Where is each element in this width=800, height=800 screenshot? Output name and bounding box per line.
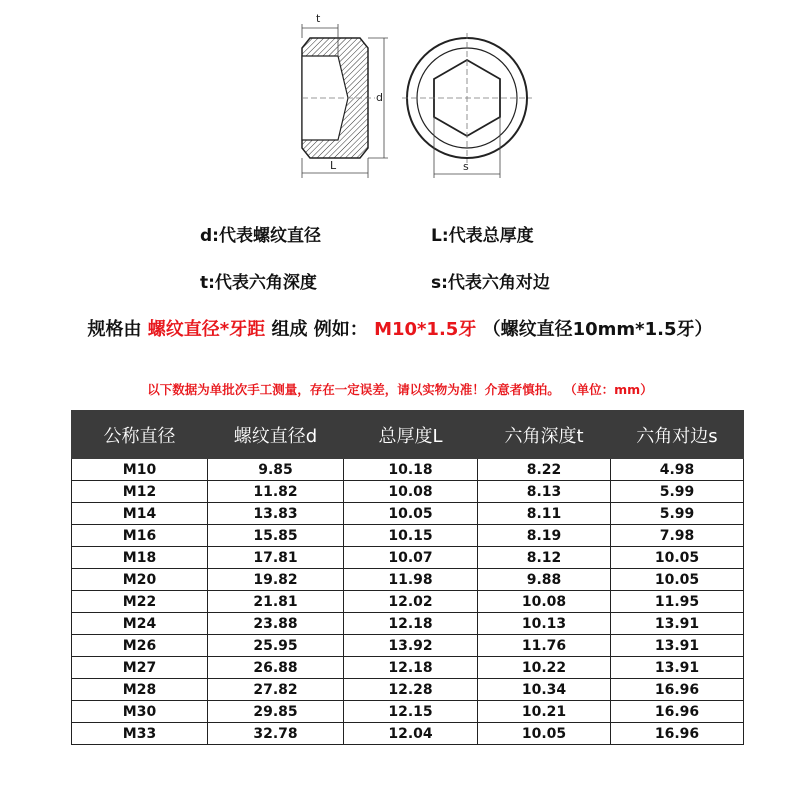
spec-explanation bbox=[0, 315, 800, 341]
table-cell: 10.08 bbox=[344, 481, 478, 503]
table-cell: 4.98 bbox=[611, 459, 744, 481]
table-cell: 10.18 bbox=[344, 459, 478, 481]
d-label: d bbox=[376, 91, 383, 104]
table-row bbox=[72, 657, 744, 679]
table-row bbox=[72, 723, 744, 745]
table-row bbox=[72, 701, 744, 723]
table-row bbox=[72, 503, 744, 525]
legend-L: L:代表总厚度 bbox=[431, 226, 534, 246]
table-header-row bbox=[72, 411, 744, 459]
spec-highlight-example: M10*1.5牙 bbox=[374, 319, 477, 340]
table-cell: 26.88 bbox=[208, 657, 344, 679]
table-cell: 9.85 bbox=[208, 459, 344, 481]
table-row bbox=[72, 525, 744, 547]
table-cell: 12.04 bbox=[344, 723, 478, 745]
legend-s: s:代表六角对边 bbox=[431, 273, 550, 293]
table-cell: 8.19 bbox=[478, 525, 611, 547]
table-cell: M10 bbox=[72, 459, 208, 481]
header-total-thickness: 总厚度L bbox=[344, 411, 478, 459]
table-cell: 16.96 bbox=[611, 701, 744, 723]
table-cell: M22 bbox=[72, 591, 208, 613]
spec-highlight-format: 螺纹直径*牙距 bbox=[147, 319, 266, 340]
table-cell: 12.02 bbox=[344, 591, 478, 613]
table-cell: 8.13 bbox=[478, 481, 611, 503]
table-cell: 12.18 bbox=[344, 657, 478, 679]
table-cell: 16.96 bbox=[611, 679, 744, 701]
table-cell: 19.82 bbox=[208, 569, 344, 591]
table-cell: M20 bbox=[72, 569, 208, 591]
table-row bbox=[72, 459, 744, 481]
table-row bbox=[72, 613, 744, 635]
table-cell: 13.92 bbox=[344, 635, 478, 657]
table-cell: M12 bbox=[72, 481, 208, 503]
table-cell: 8.11 bbox=[478, 503, 611, 525]
table-cell: 10.05 bbox=[478, 723, 611, 745]
table-cell: 16.96 bbox=[611, 723, 744, 745]
table-cell: 10.07 bbox=[344, 547, 478, 569]
t-label: t bbox=[316, 12, 321, 25]
table-cell: 12.18 bbox=[344, 613, 478, 635]
table-cell: 10.05 bbox=[344, 503, 478, 525]
table-cell: M16 bbox=[72, 525, 208, 547]
table-cell: 5.99 bbox=[611, 481, 744, 503]
table-cell: M14 bbox=[72, 503, 208, 525]
table-cell: 10.15 bbox=[344, 525, 478, 547]
table-cell: 13.91 bbox=[611, 613, 744, 635]
legend-d: d:代表螺纹直径 bbox=[200, 226, 321, 246]
table-row bbox=[72, 547, 744, 569]
table-row bbox=[72, 481, 744, 503]
table-cell: 13.91 bbox=[611, 657, 744, 679]
L-label: L bbox=[330, 159, 337, 172]
table-cell: 10.21 bbox=[478, 701, 611, 723]
table-cell: 7.98 bbox=[611, 525, 744, 547]
table-cell: M26 bbox=[72, 635, 208, 657]
table-cell: 11.98 bbox=[344, 569, 478, 591]
table-cell: 27.82 bbox=[208, 679, 344, 701]
table-cell: 9.88 bbox=[478, 569, 611, 591]
header-hex-across-flats: 六角对边s bbox=[611, 411, 744, 459]
table-cell: 13.83 bbox=[208, 503, 344, 525]
side-section-view bbox=[302, 12, 388, 178]
spec-prefix: 规格由 bbox=[87, 319, 142, 340]
table-cell: 10.08 bbox=[478, 591, 611, 613]
table-cell: M24 bbox=[72, 613, 208, 635]
table-cell: 11.76 bbox=[478, 635, 611, 657]
table-cell: 25.95 bbox=[208, 635, 344, 657]
table-cell: 10.13 bbox=[478, 613, 611, 635]
table-cell: M30 bbox=[72, 701, 208, 723]
table-cell: 8.12 bbox=[478, 547, 611, 569]
plug-technical-drawing bbox=[280, 8, 540, 183]
table-cell: M28 bbox=[72, 679, 208, 701]
table-cell: 29.85 bbox=[208, 701, 344, 723]
table-row bbox=[72, 591, 744, 613]
header-nominal-diameter: 公称直径 bbox=[72, 411, 208, 459]
table-cell: 21.81 bbox=[208, 591, 344, 613]
table-cell: M27 bbox=[72, 657, 208, 679]
table-cell: 12.28 bbox=[344, 679, 478, 701]
table-cell: M33 bbox=[72, 723, 208, 745]
table-cell: 13.91 bbox=[611, 635, 744, 657]
table-cell: 10.22 bbox=[478, 657, 611, 679]
table-cell: 17.81 bbox=[208, 547, 344, 569]
table-cell: 10.34 bbox=[478, 679, 611, 701]
table-cell: 11.82 bbox=[208, 481, 344, 503]
table-cell: 11.95 bbox=[611, 591, 744, 613]
table-cell: 5.99 bbox=[611, 503, 744, 525]
table-row bbox=[72, 569, 744, 591]
spec-table bbox=[71, 410, 744, 745]
table-cell: M18 bbox=[72, 547, 208, 569]
table-cell: 23.88 bbox=[208, 613, 344, 635]
table-cell: 10.05 bbox=[611, 569, 744, 591]
spec-suffix: （螺纹直径10mm*1.5牙） bbox=[482, 319, 713, 340]
measurement-notice: 以下数据为单批次手工测量，存在一定误差，请以实物为准！介意者慎拍。 （单位：mm） bbox=[147, 382, 653, 397]
table-cell: 12.15 bbox=[344, 701, 478, 723]
table-cell: 32.78 bbox=[208, 723, 344, 745]
header-thread-diameter: 螺纹直径d bbox=[208, 411, 344, 459]
spec-middle: 组成 例如： bbox=[271, 319, 368, 340]
legend-t: t:代表六角深度 bbox=[200, 273, 317, 293]
header-hex-depth: 六角深度t bbox=[478, 411, 611, 459]
table-cell: 8.22 bbox=[478, 459, 611, 481]
s-label: s bbox=[463, 160, 469, 173]
table-cell: 10.05 bbox=[611, 547, 744, 569]
table-cell: 15.85 bbox=[208, 525, 344, 547]
front-view bbox=[402, 33, 532, 178]
table-row bbox=[72, 679, 744, 701]
table-row bbox=[72, 635, 744, 657]
